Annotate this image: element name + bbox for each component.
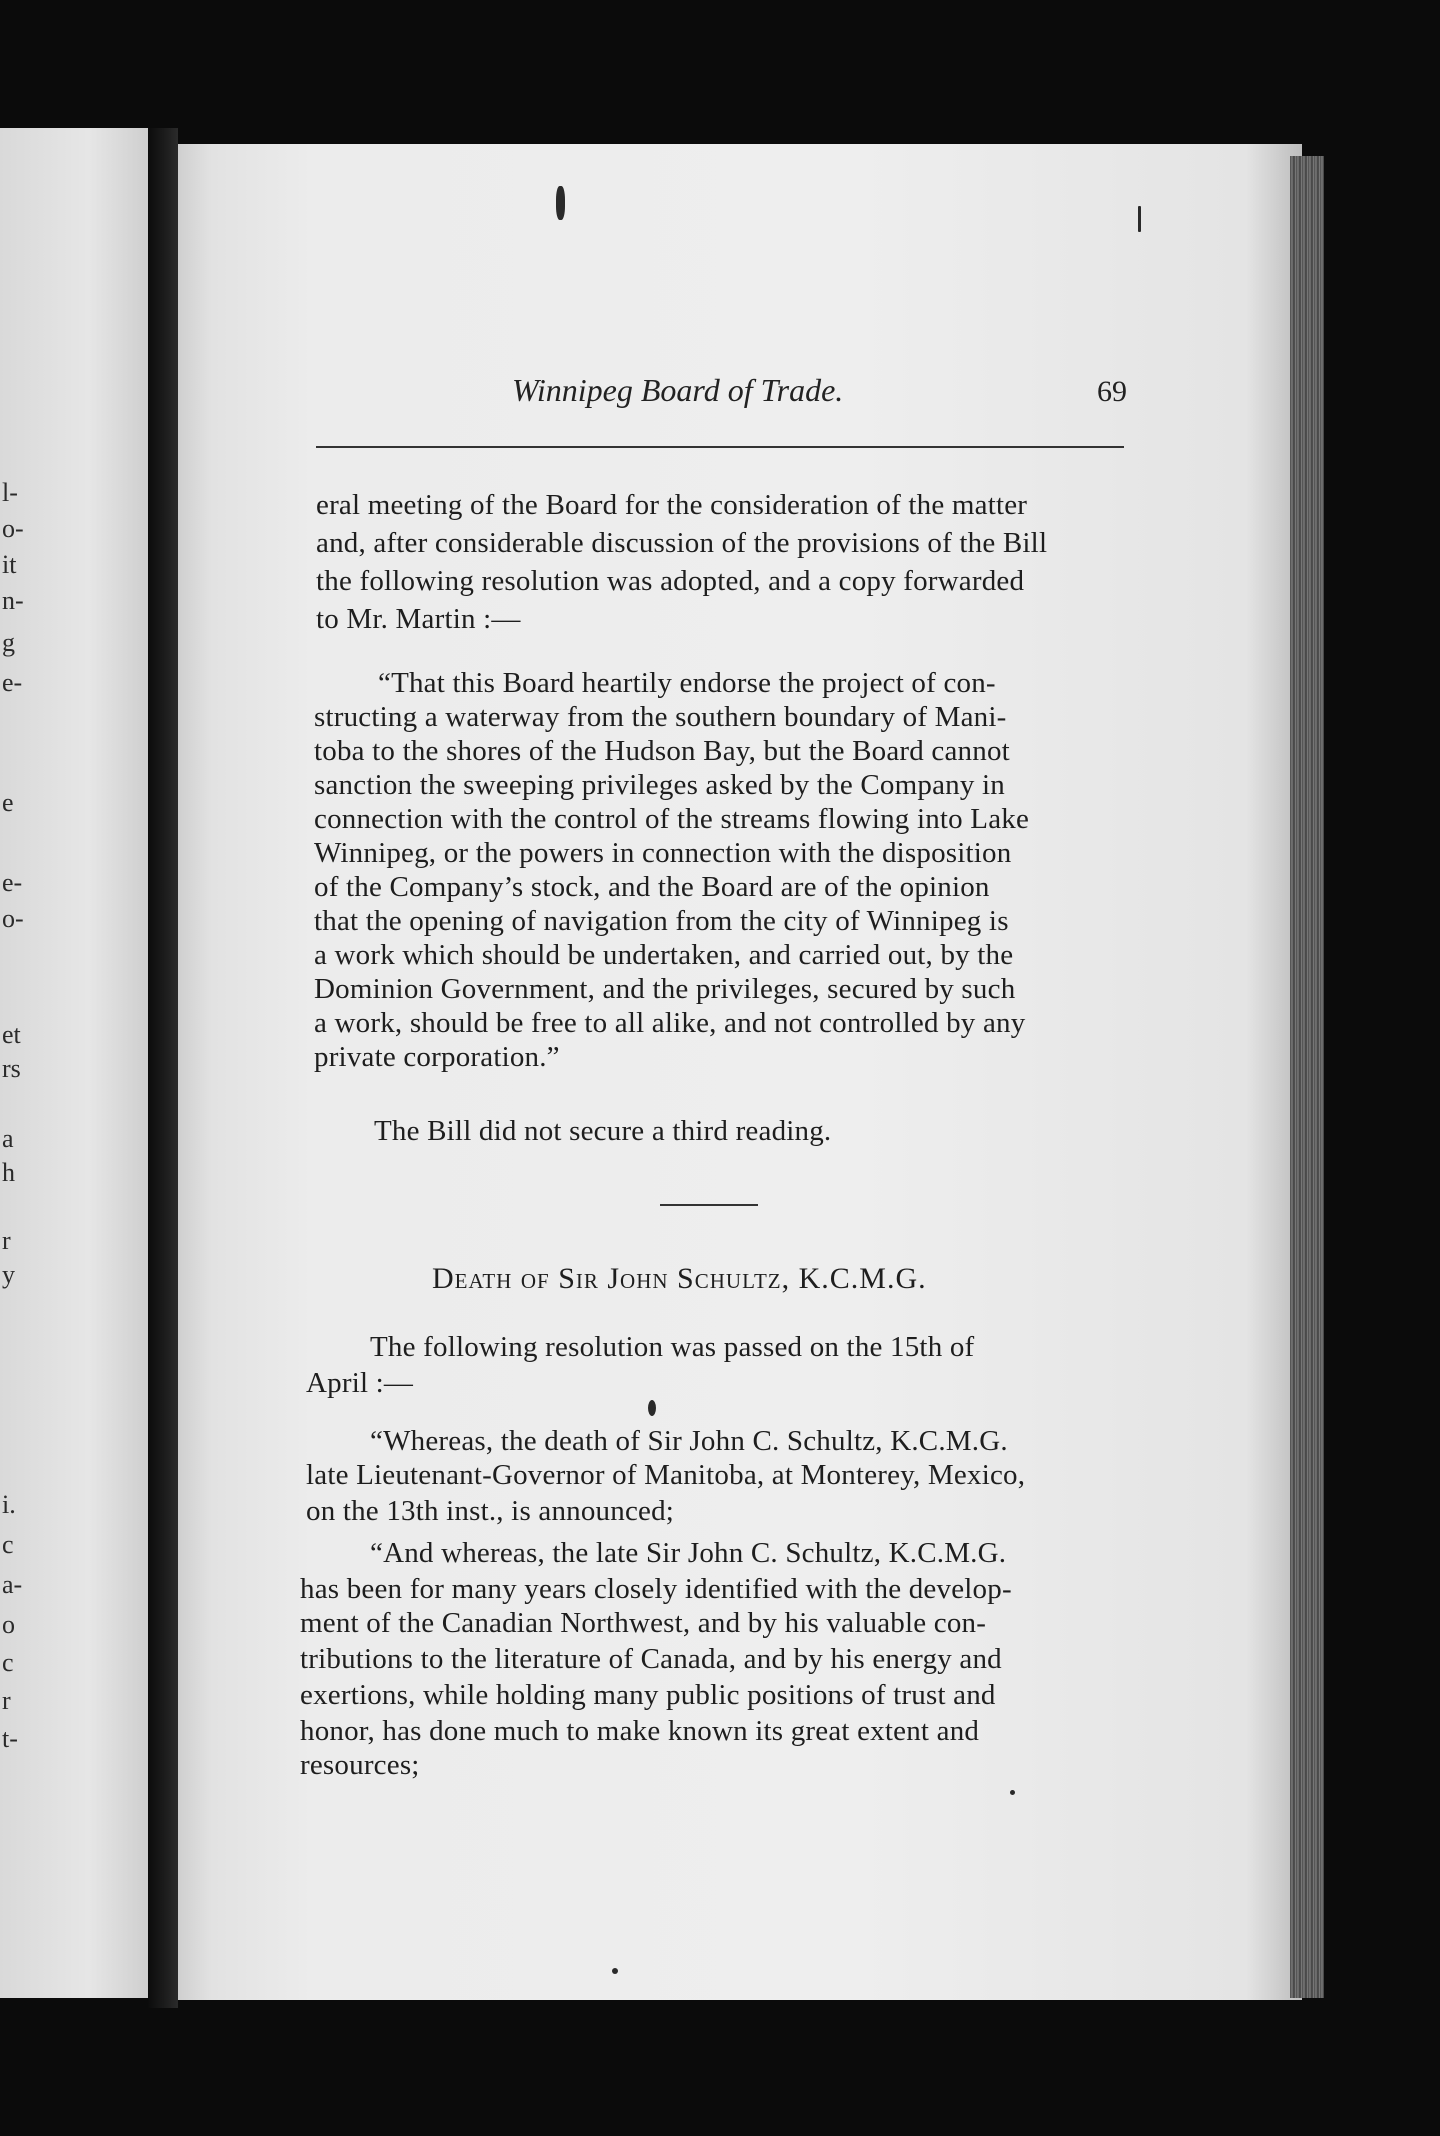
resolution-line: private corporation.” xyxy=(314,1041,560,1073)
left-page-fragment: et xyxy=(2,1020,21,1049)
body-line: April :— xyxy=(306,1367,414,1399)
body-line: the following resolution was adopted, and a copy forwarded xyxy=(316,565,1025,597)
resolution-line: Dominion Government, and the privileges, secured by such xyxy=(314,973,1016,1005)
left-page-fragment: e- xyxy=(2,868,23,897)
ink-speck xyxy=(556,186,565,220)
resolution-line: sanction the sweeping privileges asked by the Company in xyxy=(314,769,1005,801)
body-line: has been for many years closely identified with the develop- xyxy=(300,1573,1012,1605)
body-line: “And whereas, the late Sir John C. Schultz, K.C.M.G. xyxy=(370,1537,1007,1569)
left-page-fragment: y xyxy=(2,1260,15,1289)
left-page-fragment: g xyxy=(2,628,15,657)
resolution-line: toba to the shores of the Hudson Bay, but the Board cannot xyxy=(314,735,1010,767)
left-page-fragment: c xyxy=(2,1530,14,1559)
ink-speck xyxy=(1138,206,1141,232)
left-page-fragment: r xyxy=(2,1686,11,1715)
left-page-fragment: it xyxy=(2,550,17,579)
ink-speck xyxy=(612,1968,618,1974)
heading-word: Death xyxy=(432,1262,513,1295)
left-page-fragment: h xyxy=(2,1158,15,1187)
heading-word: of xyxy=(520,1262,550,1295)
heading-word: K.C.M.G. xyxy=(798,1262,927,1295)
resolution-line: a work which should be undertaken, and carried out, by the xyxy=(314,939,1014,971)
body-line: honor, has done much to make known its great extent and xyxy=(300,1715,980,1747)
body-line: eral meeting of the Board for the consideration of the matter xyxy=(316,489,1028,521)
page-edge-stack xyxy=(1290,156,1324,1998)
left-page-fragment: n- xyxy=(2,586,24,615)
left-page-fragment: t- xyxy=(2,1724,18,1753)
body-line: exertions, while holding many public positions of trust and xyxy=(300,1679,996,1711)
left-page-fragment: l- xyxy=(2,478,18,507)
left-page-fragment: a xyxy=(2,1124,14,1153)
left-page-fragment: i. xyxy=(2,1490,16,1519)
body-line: to Mr. Martin :— xyxy=(316,603,521,635)
page-number: 69 xyxy=(1097,375,1127,408)
left-page-fragment: rs xyxy=(2,1054,21,1083)
body-line: and, after considerable discussion of the provisions of the Bill xyxy=(316,527,1048,559)
header-rule xyxy=(316,446,1124,448)
left-page-fragment: e- xyxy=(2,668,23,697)
left-page-fragment: o- xyxy=(2,514,24,543)
resolution-line: that the opening of navigation from the city of Winnipeg is xyxy=(314,905,1009,937)
body-line: late Lieutenant-Governor of Manitoba, at Monterey, Mexico, xyxy=(306,1459,1026,1491)
resolution-line: “That this Board heartily endorse the project of con- xyxy=(378,667,996,699)
heading-word: Schultz, xyxy=(677,1262,791,1295)
left-page-edge xyxy=(0,128,148,1998)
section-heading xyxy=(432,1262,927,1296)
left-page-fragment: c xyxy=(2,1648,14,1677)
body-line: The following resolution was passed on the 15th of xyxy=(370,1331,975,1363)
left-page-fragment: e xyxy=(2,788,14,817)
section-divider xyxy=(660,1204,758,1206)
body-line: on the 13th inst., is announced; xyxy=(306,1495,675,1527)
bill-line: The Bill did not secure a third reading. xyxy=(374,1115,832,1147)
ink-speck xyxy=(648,1400,656,1416)
heading-word: Sir xyxy=(558,1262,599,1295)
left-page-fragment: o- xyxy=(2,904,24,933)
resolution-line: of the Company’s stock, and the Board are of the opinion xyxy=(314,871,990,903)
left-page-fragment: o xyxy=(2,1610,15,1639)
resolution-line: connection with the control of the streams flowing into Lake xyxy=(314,803,1030,835)
body-line: resources; xyxy=(300,1749,420,1781)
ink-speck xyxy=(1010,1790,1015,1795)
body-line: ment of the Canadian Northwest, and by his valuable con- xyxy=(300,1607,987,1639)
left-page-fragment: a- xyxy=(2,1570,23,1599)
book-spine xyxy=(148,128,178,2008)
body-line: “Whereas, the death of Sir John C. Schultz, K.C.M.G. xyxy=(370,1425,1008,1457)
left-page-fragment: r xyxy=(2,1226,11,1255)
resolution-line: structing a waterway from the southern boundary of Mani- xyxy=(314,701,1007,733)
resolution-line: a work, should be free to all alike, and not controlled by any xyxy=(314,1007,1026,1039)
resolution-line: Winnipeg, or the powers in connection with the disposition xyxy=(314,837,1012,869)
running-head: Winnipeg Board of Trade. xyxy=(512,372,844,408)
heading-word: John xyxy=(607,1262,669,1295)
body-line: tributions to the literature of Canada, and by his energy and xyxy=(300,1643,1002,1675)
